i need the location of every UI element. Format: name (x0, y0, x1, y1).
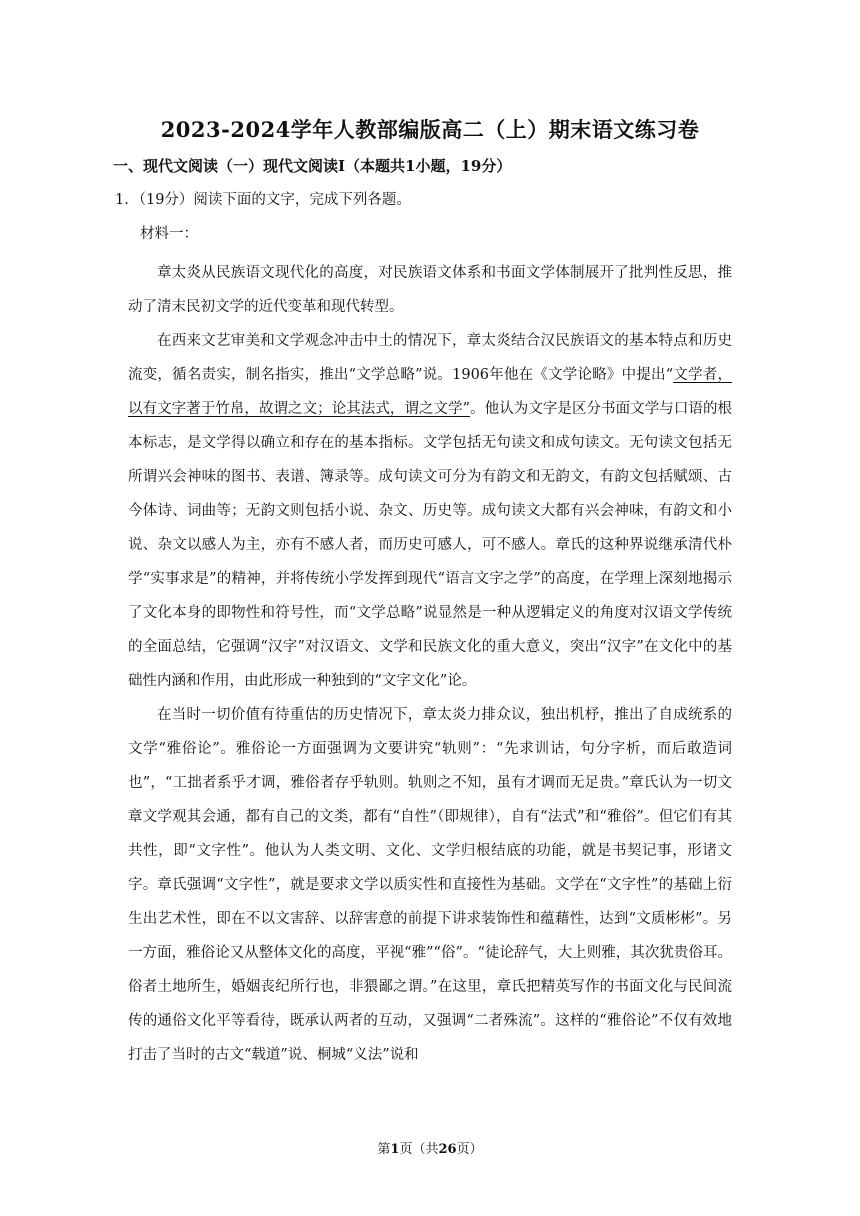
reading-passage (128, 256, 732, 1072)
footer-suffix: 页） (456, 1142, 483, 1157)
exam-title: 2023-2024学年人教部编版高二（上）期末语文练习卷 (160, 117, 700, 142)
section-heading: 一、现代文阅读（一）现代文阅读Ⅰ（本题共1小题，19分） (113, 157, 512, 175)
page-footer (0, 1138, 860, 1157)
footer-prefix: 第 (377, 1142, 391, 1157)
underlined-quote: 文学者，以有文字著于竹帛，故谓之文；论其法式，谓之文学” (128, 367, 733, 417)
paragraph-1: 章太炎从民族语文现代化的高度，对民族语文体系和书面文学体制展开了批判性反思，推动了清末民初文学的近代变革和现代转型。 (128, 265, 732, 315)
footer-page-number: 1 (390, 1142, 400, 1157)
paragraph-3: 在当时一切价值有待重估的历史情况下，章太炎力排众议，独出机杼，推出了自成统系的文学“雅俗论”。雅俗论一方面强调为文要讲究“轨则”：“先求训诂，句分字析，而后敢造词也”，“工拙者系乎才调，雅俗者存乎轨则。轨则之不知，虽有才调而无足贵。”章氏认为一切文章文学观其会通，都有自己的文类，都有“自性”（即规律），自有“法式”和“雅俗”。但它们有其共性，即“文字性”。他认为人类文明、文化、文学归根结底的功能，就是书契记事，形诸文字。章氏强调“文字性”，就是要求文学以质实性和直接性为基础。文学在“文字性”的基础上衍生出艺术性，即在不以文害辞、以辞害意的前提下讲求装饰性和蕴藉性，达到“文质彬彬”。另一方面，雅俗论又从整体文化的高度，平视“雅”“俗”。“徒论辞气，大上则雅，其次犹贵俗耳。俗者土地所生，婚姻丧纪所行也，非猥鄙之谓。”在这里，章氏把精英写作的书面文化与民间流传的通俗文化平等看待，既承认两者的互动，又强调“二者殊流”。这样的“雅俗论”不仅有效地打击了当时的古文“载道”说、桐城“义法”说和 (128, 707, 732, 1063)
paragraph-2 (128, 324, 732, 698)
footer-middle: 页（共 (399, 1142, 439, 1157)
footer-total-pages: 26 (438, 1142, 457, 1157)
material-label: 材料一： (140, 226, 198, 242)
paragraph-2-after: 。他认为文字是区分书面文学与口语的根本标志，是文学得以确立和存在的基本指标。文学包括无句读文和成句读文。无句读文包括无所谓兴会神味的图书、表谱、簿录等。成句读文可分为有韵文和无韵文，有韵文包括赋颂、古今体诗、词曲等；无韵文则包括小说、杂文、历史等。成句读文大都有兴会神味，有韵文和小说、杂文以感人为主，亦有不感人者，而历史可感人，可不感人。章氏的这种界说继承清代朴学“实事求是”的精神，并将传统小学发挥到现代“语言文字之学”的高度，在学理上深刻地揭示了文化本身的即物性和符号性，而“文学总略”说显然是一种从逻辑定义的角度对汉语文学传统的全面总结，它强调“汉字”对汉语文、文学和民族文化的重大意义，突出“汉字”在文化中的基础性内涵和作用，由此形成一种独到的“文字文化”论。 (128, 401, 732, 689)
question-instruction: 1．（19分）阅读下面的文字，完成下列各题。 (115, 192, 411, 208)
paragraph-2-before: 在西来文艺审美和文学观念冲击中土的情况下，章太炎结合汉民族语文的基本特点和历史流变，循名责实，制名指实，推出“文学总略”说。1906年他在《文学论略》中提出“ (128, 333, 732, 383)
